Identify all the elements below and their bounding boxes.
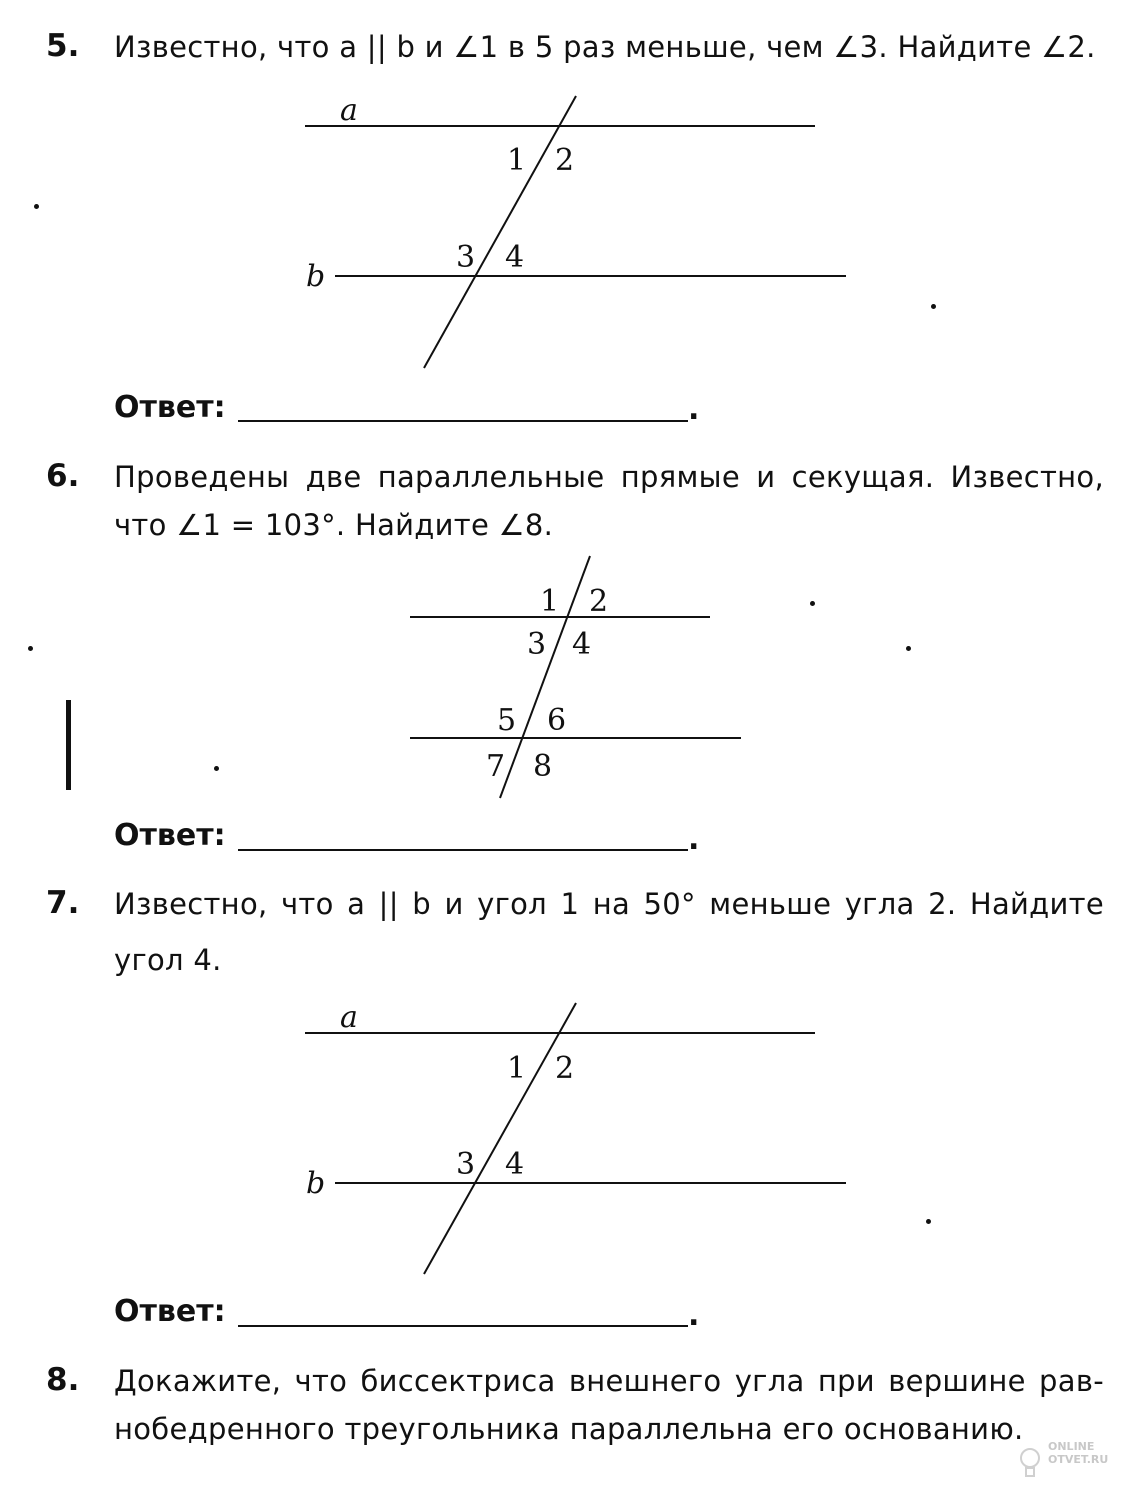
lightbulb-icon [1018,1446,1042,1480]
label-a: a [340,1000,358,1035]
angle-3-label: 3 [456,240,476,275]
angle-5-label: 5 [497,703,517,738]
problem-5-answer-dot: . [688,392,700,427]
angle-3-label: 3 [456,1147,476,1182]
label-b: b [306,1166,326,1201]
scan-bar-mark [66,700,71,790]
angle-1-label: 1 [507,1051,527,1086]
watermark [1048,1440,1108,1466]
problem-5-text: Известно, что a || b и ∠1 в 5 раз меньше, чем ∠3. Найдите ∠2. [114,30,1096,64]
angle-4-label: 4 [572,627,592,662]
scan-speck [926,1219,931,1224]
scan-speck [214,766,219,771]
problem-7-answer-dot: . [688,1298,700,1333]
problem-6-text-line1: Проведены две параллельные прямые и секущая. Известно, [114,460,1104,494]
angle-1-label: 1 [540,584,560,619]
problem-7-answer-line[interactable] [238,1325,688,1327]
problem-7-text-line2: угол 4. [114,943,222,977]
problem-7-answer-label: Ответ: [114,1294,226,1329]
angle-6-label: 6 [547,703,567,738]
problem-6-number: 6. [46,458,80,494]
scan-speck [28,646,33,651]
angle-7-label: 7 [486,749,506,784]
problem-6-answer-label: Ответ: [114,818,226,853]
problem-7-text-line1: Известно, что a || b и угол 1 на 50° меньше угла 2. Найдите [114,887,1104,921]
problem-6-answer-dot: . [688,822,700,857]
angle-3-label: 3 [527,627,547,662]
watermark-line2: OTVET.RU [1048,1453,1109,1466]
label-a: a [340,93,358,128]
problem-5-number: 5. [46,28,80,64]
watermark-line1: ONLINE [1048,1440,1095,1453]
problem-7-number: 7. [46,885,80,921]
problem-5-answer-label: Ответ: [114,390,226,425]
angle-2-label: 2 [555,1051,575,1086]
problem-8-text-line1: Докажите, что биссектриса внешнего угла при вершине рав- [114,1364,1104,1398]
angle-4-label: 4 [505,1147,525,1182]
problem-6-text-line2: что ∠1 = 103°. Найдите ∠8. [114,508,554,542]
angle-2-label: 2 [555,143,575,178]
problem-8-text-line2: нобедренного треугольника параллельна его основанию. [114,1412,1024,1446]
scan-speck [810,601,815,606]
angle-4-label: 4 [505,240,525,275]
problem-8-number: 8. [46,1362,80,1398]
transversal [424,1003,576,1274]
angle-8-label: 8 [533,749,553,784]
scan-speck [931,304,936,309]
scan-speck [906,646,911,651]
angle-2-label: 2 [589,584,609,619]
angle-1-label: 1 [507,143,527,178]
label-b: b [306,259,326,294]
scan-speck [34,204,39,209]
